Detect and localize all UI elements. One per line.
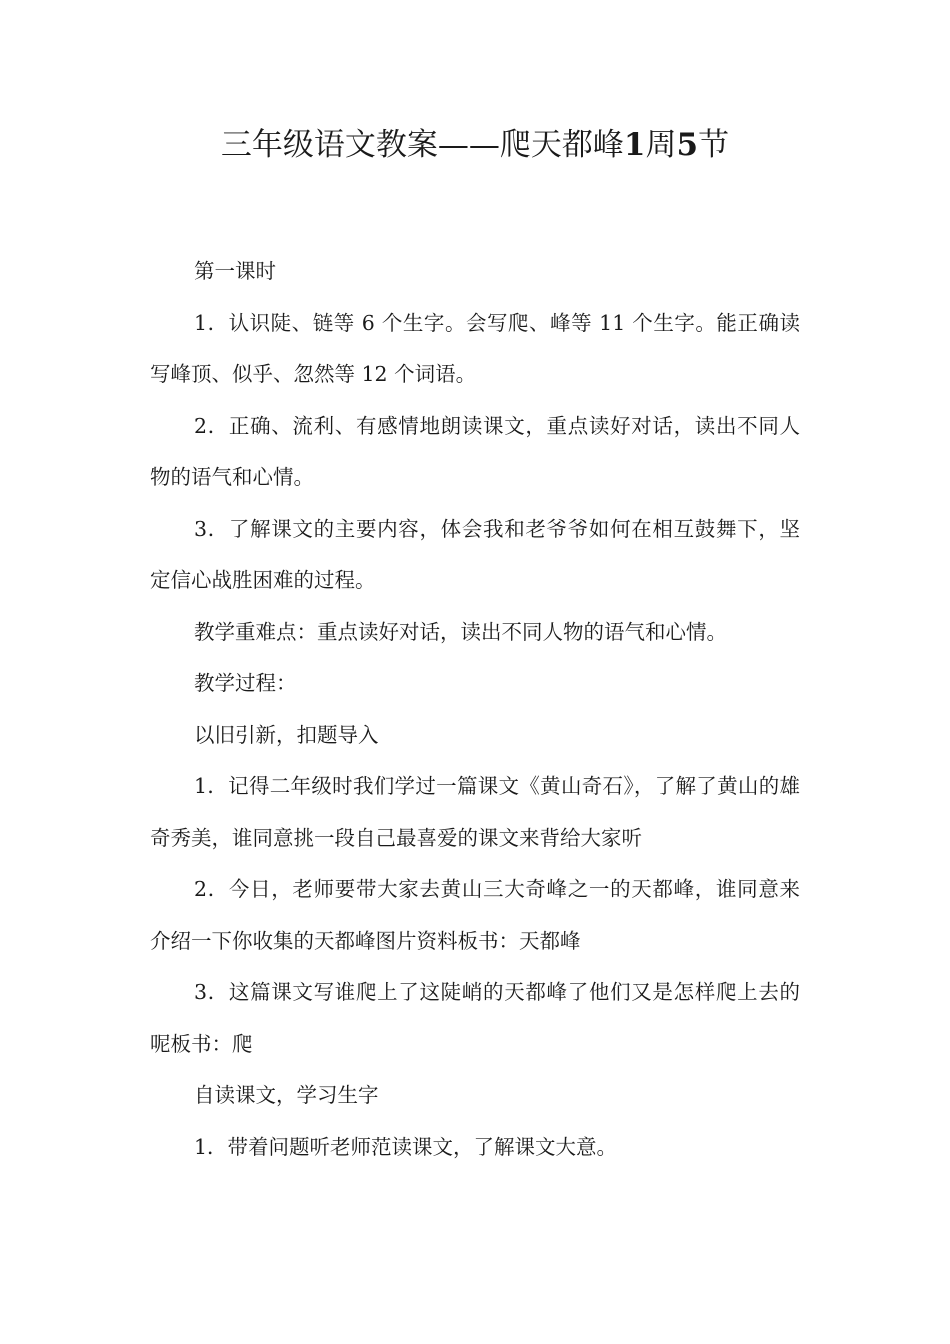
intro-step-3: 3．这篇课文写谁爬上了这陡峭的天都峰了他们又是怎样爬上去的呢板书：爬 xyxy=(150,980,800,1056)
intro-step-1: 1．记得二年级时我们学过一篇课文《黄山奇石》，了解了黄山的雄奇秀美，谁同意挑一段自己最喜爱的课文来背给大家听 xyxy=(150,774,800,850)
objective-3: 3．了解课文的主要内容，体会我和老爷爷如何在相互鼓舞下，坚定信心战胜困难的过程。 xyxy=(150,516,800,592)
section-heading-reading: 自读课文，学习生字 xyxy=(194,1083,379,1107)
section-heading-intro: 以旧引新，扣题导入 xyxy=(194,722,379,747)
title-week-label: 周 xyxy=(645,127,677,163)
title-lesson-label: 节 xyxy=(698,127,730,163)
intro-step-2: 2．今日，老师要带大家去黄山三大奇峰之一的天都峰，谁同意来介绍一下你收集的天都峰图片资料板书：天都峰 xyxy=(150,877,800,953)
objective-1: 1．认识陡、链等 6 个生字。会写爬、峰等 11 个生字。能正确读写峰顶、似乎、忽然等 12 个词语。 xyxy=(150,310,800,386)
process-heading: 教学过程： xyxy=(194,671,297,695)
title-week-number: 1 xyxy=(623,127,646,163)
title-lesson-number: 5 xyxy=(676,127,699,163)
objective-2: 2．正确、流利、有感情地朗读课文，重点读好对话，读出不同人物的语气和心情。 xyxy=(150,413,800,489)
key-difficulty: 教学重难点：重点读好对话，读出不同人物的语气和心情。 xyxy=(194,619,727,644)
document-body xyxy=(150,246,800,1173)
reading-step-1: 1．带着问题听老师范读课文，了解课文大意。 xyxy=(194,1134,618,1159)
document-title xyxy=(0,122,950,168)
title-text: 三年级语文教案——爬天都峰 xyxy=(220,127,624,163)
lesson-heading: 第一课时 xyxy=(194,259,276,283)
